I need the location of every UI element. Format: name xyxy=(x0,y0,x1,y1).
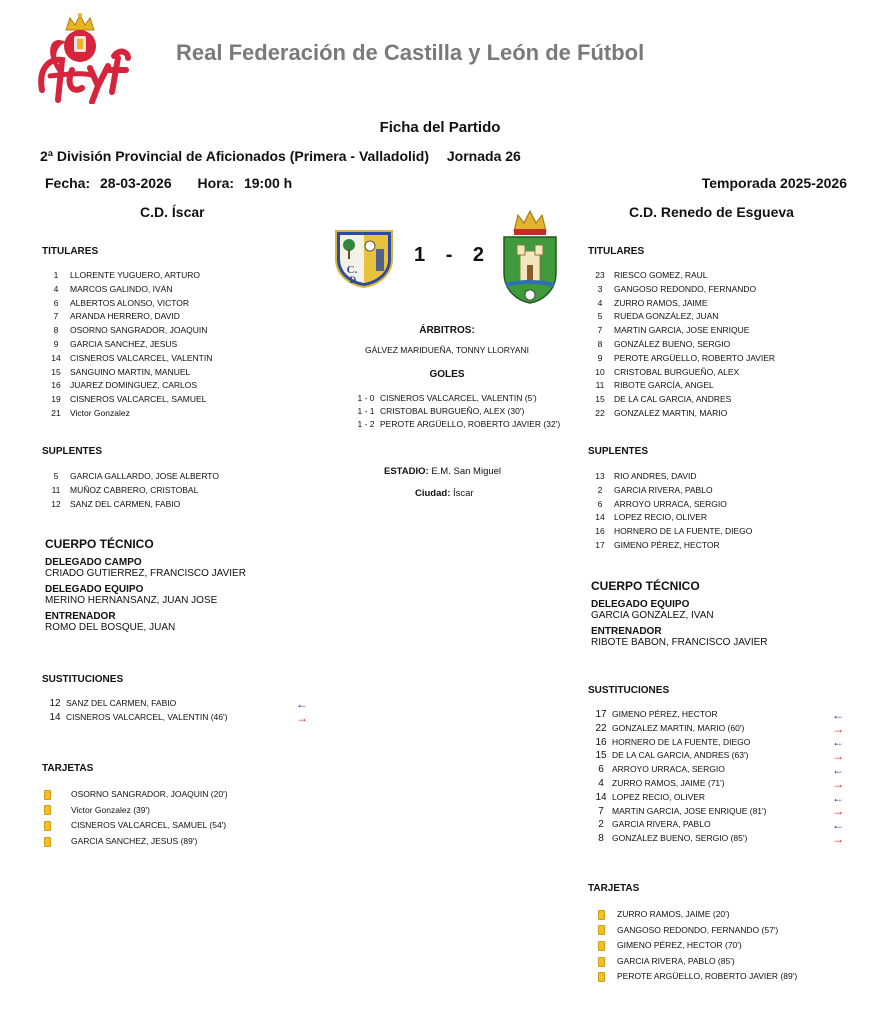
away-staff-label: CUERPO TÉCNICO xyxy=(591,579,700,593)
home-substitutions-list xyxy=(44,697,310,725)
sub-in-icon: ← xyxy=(832,818,844,833)
away-substitutions-label: SUSTITUCIONES xyxy=(588,685,670,696)
yellow-card-icon xyxy=(598,972,605,982)
list-item: 4 ZURRO RAMOS, JAIME xyxy=(597,297,708,308)
round: Jornada 26 xyxy=(446,148,521,164)
yellow-card-icon xyxy=(598,957,605,967)
city xyxy=(415,488,474,499)
sheet-title: Ficha del Partido xyxy=(379,119,501,136)
home-subs-label: SUPLENTES xyxy=(42,446,103,457)
list-item: 8 GONZÁLEZ BUENO, SERGIO xyxy=(597,338,731,349)
list-item: 15 SANGUINO MARTIN, MANUEL xyxy=(51,366,191,377)
list-item: 6 ARROYO URRACA, SERGIO xyxy=(597,498,727,509)
yellow-card-icon xyxy=(44,837,51,847)
date-value: 28-03-2026 xyxy=(100,175,172,191)
away-team-name: C.D. Renedo de Esgueva xyxy=(629,204,794,220)
yellow-card-icon xyxy=(44,821,51,831)
list-item: 16 JUAREZ DOMINGUEZ, CARLOS xyxy=(51,380,198,391)
home-substitutions-label: SUSTITUCIONES xyxy=(42,674,124,685)
list-item: 13 RIO ANDRES, DAVID xyxy=(595,471,697,481)
away-subs-list xyxy=(586,470,752,553)
staff-name: MERINO HERNANSANZ, JUAN JOSE xyxy=(45,595,218,606)
away-starters-label: TITULARES xyxy=(588,246,645,257)
score-away: 2 xyxy=(472,244,485,266)
competition-line xyxy=(40,148,535,164)
list-item: 1 LLORENTE YUGUERO, ARTURO xyxy=(53,270,201,280)
list-item: 22 GONZALEZ MARTIN, MARIO xyxy=(595,407,728,418)
goal-item: 1 - 0 CISNEROS VALCARCEL, VALENTIN (5') xyxy=(357,393,537,403)
away-substitutions-list xyxy=(590,708,850,846)
stadium xyxy=(384,466,501,477)
svg-text:C.: C. xyxy=(346,264,358,276)
list-item: 6 ARROYO URRACA, SERGIO ← xyxy=(598,763,844,778)
date-label: Fecha: xyxy=(45,175,91,191)
away-team-crest xyxy=(500,209,560,305)
home-team-crest xyxy=(334,229,394,289)
sub-in-icon: ← xyxy=(832,790,844,805)
home-cards-label: TARJETAS xyxy=(42,763,94,774)
away-cards-list xyxy=(598,907,797,985)
list-item: 16 HORNERO DE LA FUENTE, DIEGO ← xyxy=(595,735,844,750)
staff-role: DELEGADO EQUIPO xyxy=(45,584,144,595)
goals-label: GOLES xyxy=(429,369,465,380)
sub-out-icon: → xyxy=(832,749,844,764)
time-label: Hora: xyxy=(197,175,235,191)
goals-list xyxy=(352,392,560,431)
list-item: GIMENO PÉREZ, HECTOR (70') xyxy=(598,938,797,954)
yellow-card-icon xyxy=(598,910,605,920)
list-item: GARCIA RIVERA, PABLO (85') xyxy=(598,954,797,970)
sub-out-icon: → xyxy=(832,832,844,847)
city-value: Íscar xyxy=(453,488,474,499)
svg-text:D.: D. xyxy=(349,275,359,285)
list-item: CISNEROS VALCARCEL, SAMUEL (54') xyxy=(44,818,228,834)
home-starters-list xyxy=(42,269,212,421)
time-value: 19:00 h xyxy=(243,175,293,191)
list-item: 7 MARTIN GARCIA, JOSE ENRIQUE xyxy=(597,325,750,336)
list-item: 19 CISNEROS VALCARCEL, SAMUEL xyxy=(51,394,207,405)
list-item: 7 MARTIN GARCIA, JOSE ENRIQUE (81') → xyxy=(598,804,844,819)
stadium-value: E.M. San Miguel xyxy=(431,466,502,477)
goal-item: 1 - 1 CRISTOBAL BURGUEÑO, ALEX (30') xyxy=(357,406,525,416)
staff-name: CRIADO GUTIERREZ, FRANCISCO JAVIER xyxy=(45,568,246,579)
home-team-name: C.D. Íscar xyxy=(140,204,205,220)
list-item: 14 CISNEROS VALCARCEL, VALENTIN (46') → xyxy=(49,710,308,725)
date-line xyxy=(45,175,298,191)
list-item: 23 RIESCO GOMEZ, RAUL xyxy=(595,270,708,280)
list-item: 5 GARCIA GALLARDO, JOSE ALBERTO xyxy=(53,471,219,481)
list-item: 10 CRISTOBAL BURGUEÑO, ALEX xyxy=(595,366,740,377)
list-item: PEROTE ARGÜELLO, ROBERTO JAVIER (89') xyxy=(598,969,797,985)
list-item: OSORNO SANGRADOR, JOAQUIN (20') xyxy=(44,787,228,803)
staff-name: RIBOTE BABON, FRANCISCO JAVIER xyxy=(591,637,768,648)
list-item: 14 LOPEZ RECIO, OLIVER xyxy=(595,512,708,523)
list-item: 4 ZURRO RAMOS, JAIME (71') → xyxy=(598,776,844,791)
home-staff xyxy=(45,557,246,638)
home-subs-list xyxy=(42,470,219,511)
list-item: 12 SANZ DEL CARMEN, FABIO ← xyxy=(49,696,308,711)
list-item: 17 GIMENO PÉREZ, HECTOR ← xyxy=(595,707,844,722)
home-starters-label: TITULARES xyxy=(42,246,99,257)
away-subs-label: SUPLENTES xyxy=(588,446,649,457)
list-item: 17 GIMENO PÉREZ, HECTOR xyxy=(595,539,720,550)
list-item: Victor Gonzalez (39') xyxy=(44,803,228,819)
list-item: 14 LOPEZ RECIO, OLIVER ← xyxy=(595,790,844,805)
list-item: 8 OSORNO SANGRADOR, JOAQUIN xyxy=(53,325,208,336)
staff-role: ENTRENADOR xyxy=(45,611,116,622)
away-cards-label: TARJETAS xyxy=(588,883,640,894)
list-item: 8 GONZÁLEZ BUENO, SERGIO (85') → xyxy=(598,832,844,847)
yellow-card-icon xyxy=(44,805,51,815)
home-cards-list xyxy=(44,787,228,849)
list-item: 15 DE LA CAL GARCIA, ANDRES xyxy=(595,394,732,405)
yellow-card-icon xyxy=(598,925,605,935)
sub-out-icon: → xyxy=(832,721,844,736)
sub-out-icon: → xyxy=(832,776,844,791)
score xyxy=(414,244,484,267)
federation-title: Real Federación de Castilla y León de Fútbol xyxy=(176,40,645,65)
yellow-card-icon xyxy=(44,790,51,800)
list-item: 5 RUEDA GONZÁLEZ, JUAN xyxy=(597,311,719,322)
list-item: 22 GONZALEZ MARTIN, MARIO (60') → xyxy=(595,721,844,736)
staff-role: DELEGADO CAMPO xyxy=(45,557,142,568)
referees-label: ÁRBITROS: xyxy=(419,325,475,336)
list-item: 7 ARANDA HERRERO, DAVID xyxy=(53,311,180,322)
yellow-card-icon xyxy=(598,941,605,951)
sub-out-icon: → xyxy=(832,804,844,819)
list-item: GANGOSO REDONDO, FERNANDO (57') xyxy=(598,923,797,939)
city-label: Ciudad: xyxy=(415,488,451,499)
away-staff xyxy=(591,599,768,653)
list-item: 9 PEROTE ARGÜELLO, ROBERTO JAVIER xyxy=(597,352,776,363)
list-item: ZURRO RAMOS, JAIME (20') xyxy=(598,907,797,923)
list-item: 11 MUÑOZ CABRERO, CRISTOBAL xyxy=(51,484,199,495)
sub-in-icon: ← xyxy=(296,696,308,711)
list-item: 12 SANZ DEL CARMEN, FABIO xyxy=(51,498,181,509)
list-item: 2 GARCIA RIVERA, PABLO ← xyxy=(598,818,844,833)
sub-in-icon: ← xyxy=(832,707,844,722)
season: Temporada 2025-2026 xyxy=(701,175,847,191)
crown-icon xyxy=(66,13,94,30)
list-item: 3 GANGOSO REDONDO, FERNANDO xyxy=(597,283,757,294)
staff-name: GARCIA GONZALEZ, IVAN xyxy=(591,610,714,621)
list-item: 15 DE LA CAL GARCIA, ANDRES (63') → xyxy=(595,749,844,764)
list-item: 9 GARCIA SANCHEZ, JESUS xyxy=(53,338,178,349)
list-item: 2 GARCIA RIVERA, PABLO xyxy=(597,484,713,495)
list-item: 21 Victor Gonzalez xyxy=(51,407,130,418)
goal-item: 1 - 2 PEROTE ARGÜELLO, ROBERTO JAVIER (32') xyxy=(357,419,561,429)
list-item: 6 ALBERTOS ALONSO, VICTOR xyxy=(53,297,190,308)
list-item: 4 MARCOS GALINDO, IVÁN xyxy=(53,283,173,294)
score-separator: - xyxy=(445,244,453,266)
list-item: GARCIA SANCHEZ, JESUS (89') xyxy=(44,834,228,850)
list-item: 14 CISNEROS VALCARCEL, VALENTIN xyxy=(51,352,213,363)
staff-role: ENTRENADOR xyxy=(591,626,662,637)
stadium-label: ESTADIO: xyxy=(384,466,429,477)
sub-in-icon: ← xyxy=(832,763,844,778)
competition-name: 2ª División Provincial de Aficionados (Primera - Valladolid) xyxy=(40,148,429,164)
sub-in-icon: ← xyxy=(832,735,844,750)
staff-name: ROMO DEL BOSQUE, JUAN xyxy=(45,622,176,633)
list-item: 11 RIBOTE GARCÍA, ANGEL xyxy=(595,380,714,391)
away-starters-list xyxy=(586,269,775,421)
referees-names: GÁLVEZ MARIDUEÑA, TONNY LLORYANI xyxy=(365,345,529,355)
home-staff-label: CUERPO TÉCNICO xyxy=(45,537,154,551)
sub-out-icon: → xyxy=(296,710,308,725)
score-home: 1 xyxy=(414,244,426,266)
list-item: 16 HORNERO DE LA FUENTE, DIEGO xyxy=(595,526,753,537)
federation-logo xyxy=(28,12,136,104)
staff-role: DELEGADO EQUIPO xyxy=(591,599,690,610)
